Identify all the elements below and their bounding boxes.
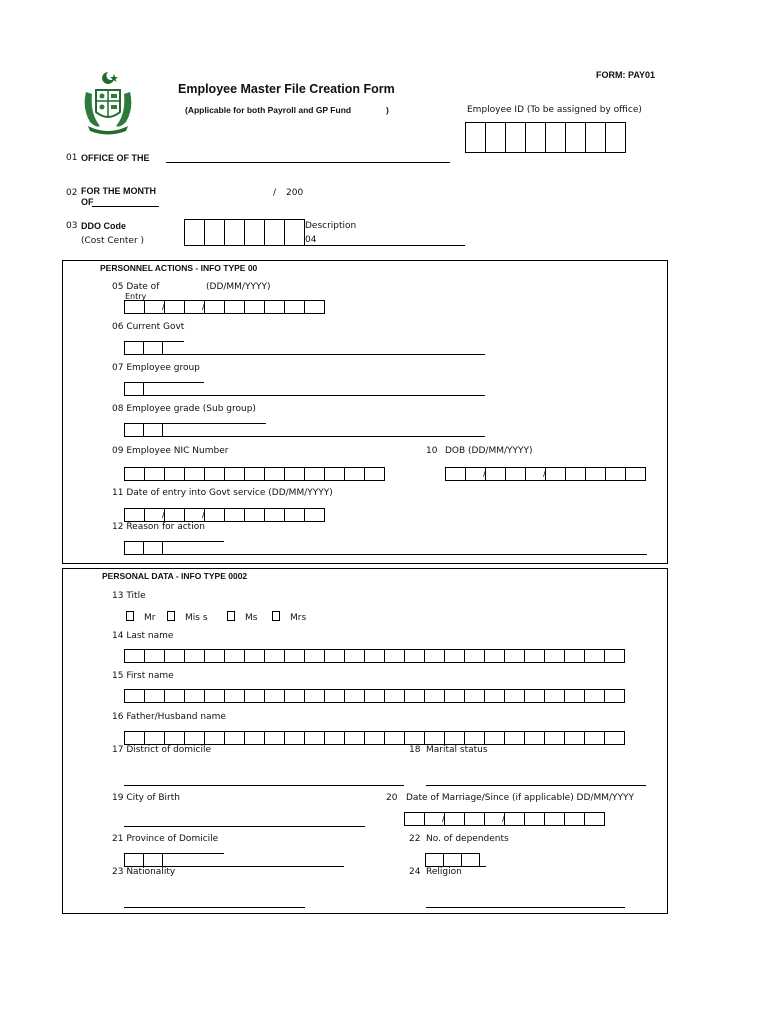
- year-prefix: 200: [286, 188, 304, 198]
- form-subtitle: (Applicable for both Payroll and GP Fund: [185, 105, 352, 115]
- date-of-entry-boxes[interactable]: [124, 300, 325, 314]
- f16-label: 16 Father/Husband name: [112, 712, 226, 722]
- date-of-marriage-boxes[interactable]: [404, 812, 605, 826]
- f11-label: 11 Date of entry into Govt service (DD/MM/YYYY): [112, 488, 333, 498]
- f13-label: 13 Title: [112, 591, 146, 601]
- f24-label: Religion: [426, 867, 462, 877]
- f08-label: 08 Employee grade (Sub group): [112, 404, 256, 414]
- description-value: 04: [305, 235, 317, 245]
- marital-status-field[interactable]: [426, 785, 646, 786]
- date-slash: /: [162, 302, 166, 312]
- f24-number: 24: [409, 867, 421, 877]
- reason-boxes[interactable]: [124, 541, 163, 555]
- description-label: Description: [305, 221, 357, 231]
- ddo-label: DDO Code: [81, 221, 126, 231]
- month-number: 02: [66, 188, 78, 198]
- form-number: FORM: PAY01: [596, 70, 656, 80]
- f19-label: 19 City of Birth: [112, 793, 180, 803]
- checkbox-icon: [126, 611, 134, 621]
- f10-number: 10: [426, 446, 438, 456]
- ddo-code-boxes[interactable]: [184, 219, 305, 246]
- reason-field[interactable]: [162, 554, 647, 555]
- employee-group-field[interactable]: [143, 395, 485, 396]
- title-option-mrs[interactable]: [272, 611, 306, 623]
- district-of-domicile-field[interactable]: [124, 785, 404, 786]
- office-field[interactable]: [166, 162, 450, 163]
- f21-label: 21 Province of Domicile: [112, 834, 219, 844]
- f15-label: 15 First name: [112, 671, 174, 681]
- title-mrs-label: Mrs: [290, 613, 307, 623]
- current-govt-field[interactable]: [162, 354, 485, 355]
- f05-label: 05 Date of: [112, 282, 160, 292]
- dependents-boxes[interactable]: [425, 853, 480, 867]
- form-title: Employee Master File Creation Form: [178, 82, 395, 96]
- father-husband-name-boxes[interactable]: [124, 731, 625, 745]
- ddo-number: 03: [66, 221, 78, 231]
- description-field[interactable]: [305, 245, 465, 246]
- cost-center-label: (Cost Center ): [81, 236, 145, 246]
- date-slash: /: [442, 814, 446, 824]
- title-ms-label: Ms: [245, 613, 258, 623]
- dob-boxes[interactable]: [445, 467, 646, 481]
- last-name-boxes[interactable]: [124, 649, 625, 663]
- checkbox-icon: [272, 611, 280, 621]
- checkbox-icon: [167, 611, 175, 621]
- govt-entry-date-boxes[interactable]: [124, 508, 325, 522]
- month-field[interactable]: [92, 206, 159, 207]
- government-emblem-icon: [78, 70, 138, 136]
- title-miss-label: Mis s: [185, 613, 208, 623]
- f22-label: No. of dependents: [426, 834, 509, 844]
- f23-label: 23 Nationality: [112, 867, 176, 877]
- nic-number-boxes[interactable]: [124, 467, 385, 481]
- current-govt-boxes[interactable]: [124, 341, 163, 355]
- office-number: 01: [66, 153, 78, 163]
- f17-label: 17 District of domicile: [112, 745, 212, 755]
- month-label-of: OF: [81, 197, 94, 207]
- f10-label: DOB (DD/MM/YYYY): [445, 446, 533, 456]
- f20-number: 20: [386, 793, 398, 803]
- nationality-field[interactable]: [124, 907, 305, 908]
- date-slash: /: [543, 469, 547, 479]
- form-subtitle-close: ): [386, 105, 389, 115]
- date-slash: /: [502, 814, 506, 824]
- f06-label: 06 Current Govt: [112, 322, 185, 332]
- employee-grade-boxes[interactable]: [124, 423, 163, 437]
- f05-format: (DD/MM/YYYY): [206, 282, 271, 292]
- f22-number: 22: [409, 834, 421, 844]
- religion-field[interactable]: [426, 907, 625, 908]
- city-of-birth-field[interactable]: [124, 826, 365, 827]
- f20-label: Date of Marriage/Since (if applicable) DD/MM/YYYY: [406, 793, 635, 803]
- month-slash: /: [273, 188, 277, 198]
- title-mr-label: Mr: [144, 613, 156, 623]
- employee-grade-field[interactable]: [162, 436, 485, 437]
- f07-label: 07 Employee group: [112, 363, 200, 373]
- province-boxes[interactable]: [124, 853, 163, 867]
- f09-label: 09 Employee NIC Number: [112, 446, 229, 456]
- title-option-mr[interactable]: [126, 611, 155, 623]
- f18-label: Marital status: [426, 745, 488, 755]
- date-slash: /: [483, 469, 487, 479]
- personal-data-heading: PERSONAL DATA - INFO TYPE 0002: [102, 571, 248, 581]
- title-option-ms[interactable]: [227, 611, 257, 623]
- employee-id-boxes[interactable]: [465, 122, 626, 153]
- date-slash: /: [202, 302, 206, 312]
- f05-label-entry: Entry: [125, 292, 147, 301]
- month-label: FOR THE MONTH: [81, 186, 156, 196]
- title-option-miss[interactable]: [167, 611, 208, 623]
- f14-label: 14 Last name: [112, 631, 174, 641]
- f18-number: 18: [409, 745, 421, 755]
- date-slash: /: [162, 510, 166, 520]
- date-slash: /: [202, 510, 206, 520]
- personnel-actions-heading: PERSONNEL ACTIONS - INFO TYPE 00: [100, 263, 258, 273]
- first-name-boxes[interactable]: [124, 689, 625, 703]
- province-field[interactable]: [162, 866, 344, 867]
- office-label: OFFICE OF THE: [81, 153, 150, 163]
- checkbox-icon: [227, 611, 235, 621]
- employee-group-box[interactable]: [124, 382, 144, 396]
- f12-label: 12 Reason for action: [112, 522, 205, 532]
- employee-id-label: Employee ID (To be assigned by office): [467, 105, 642, 115]
